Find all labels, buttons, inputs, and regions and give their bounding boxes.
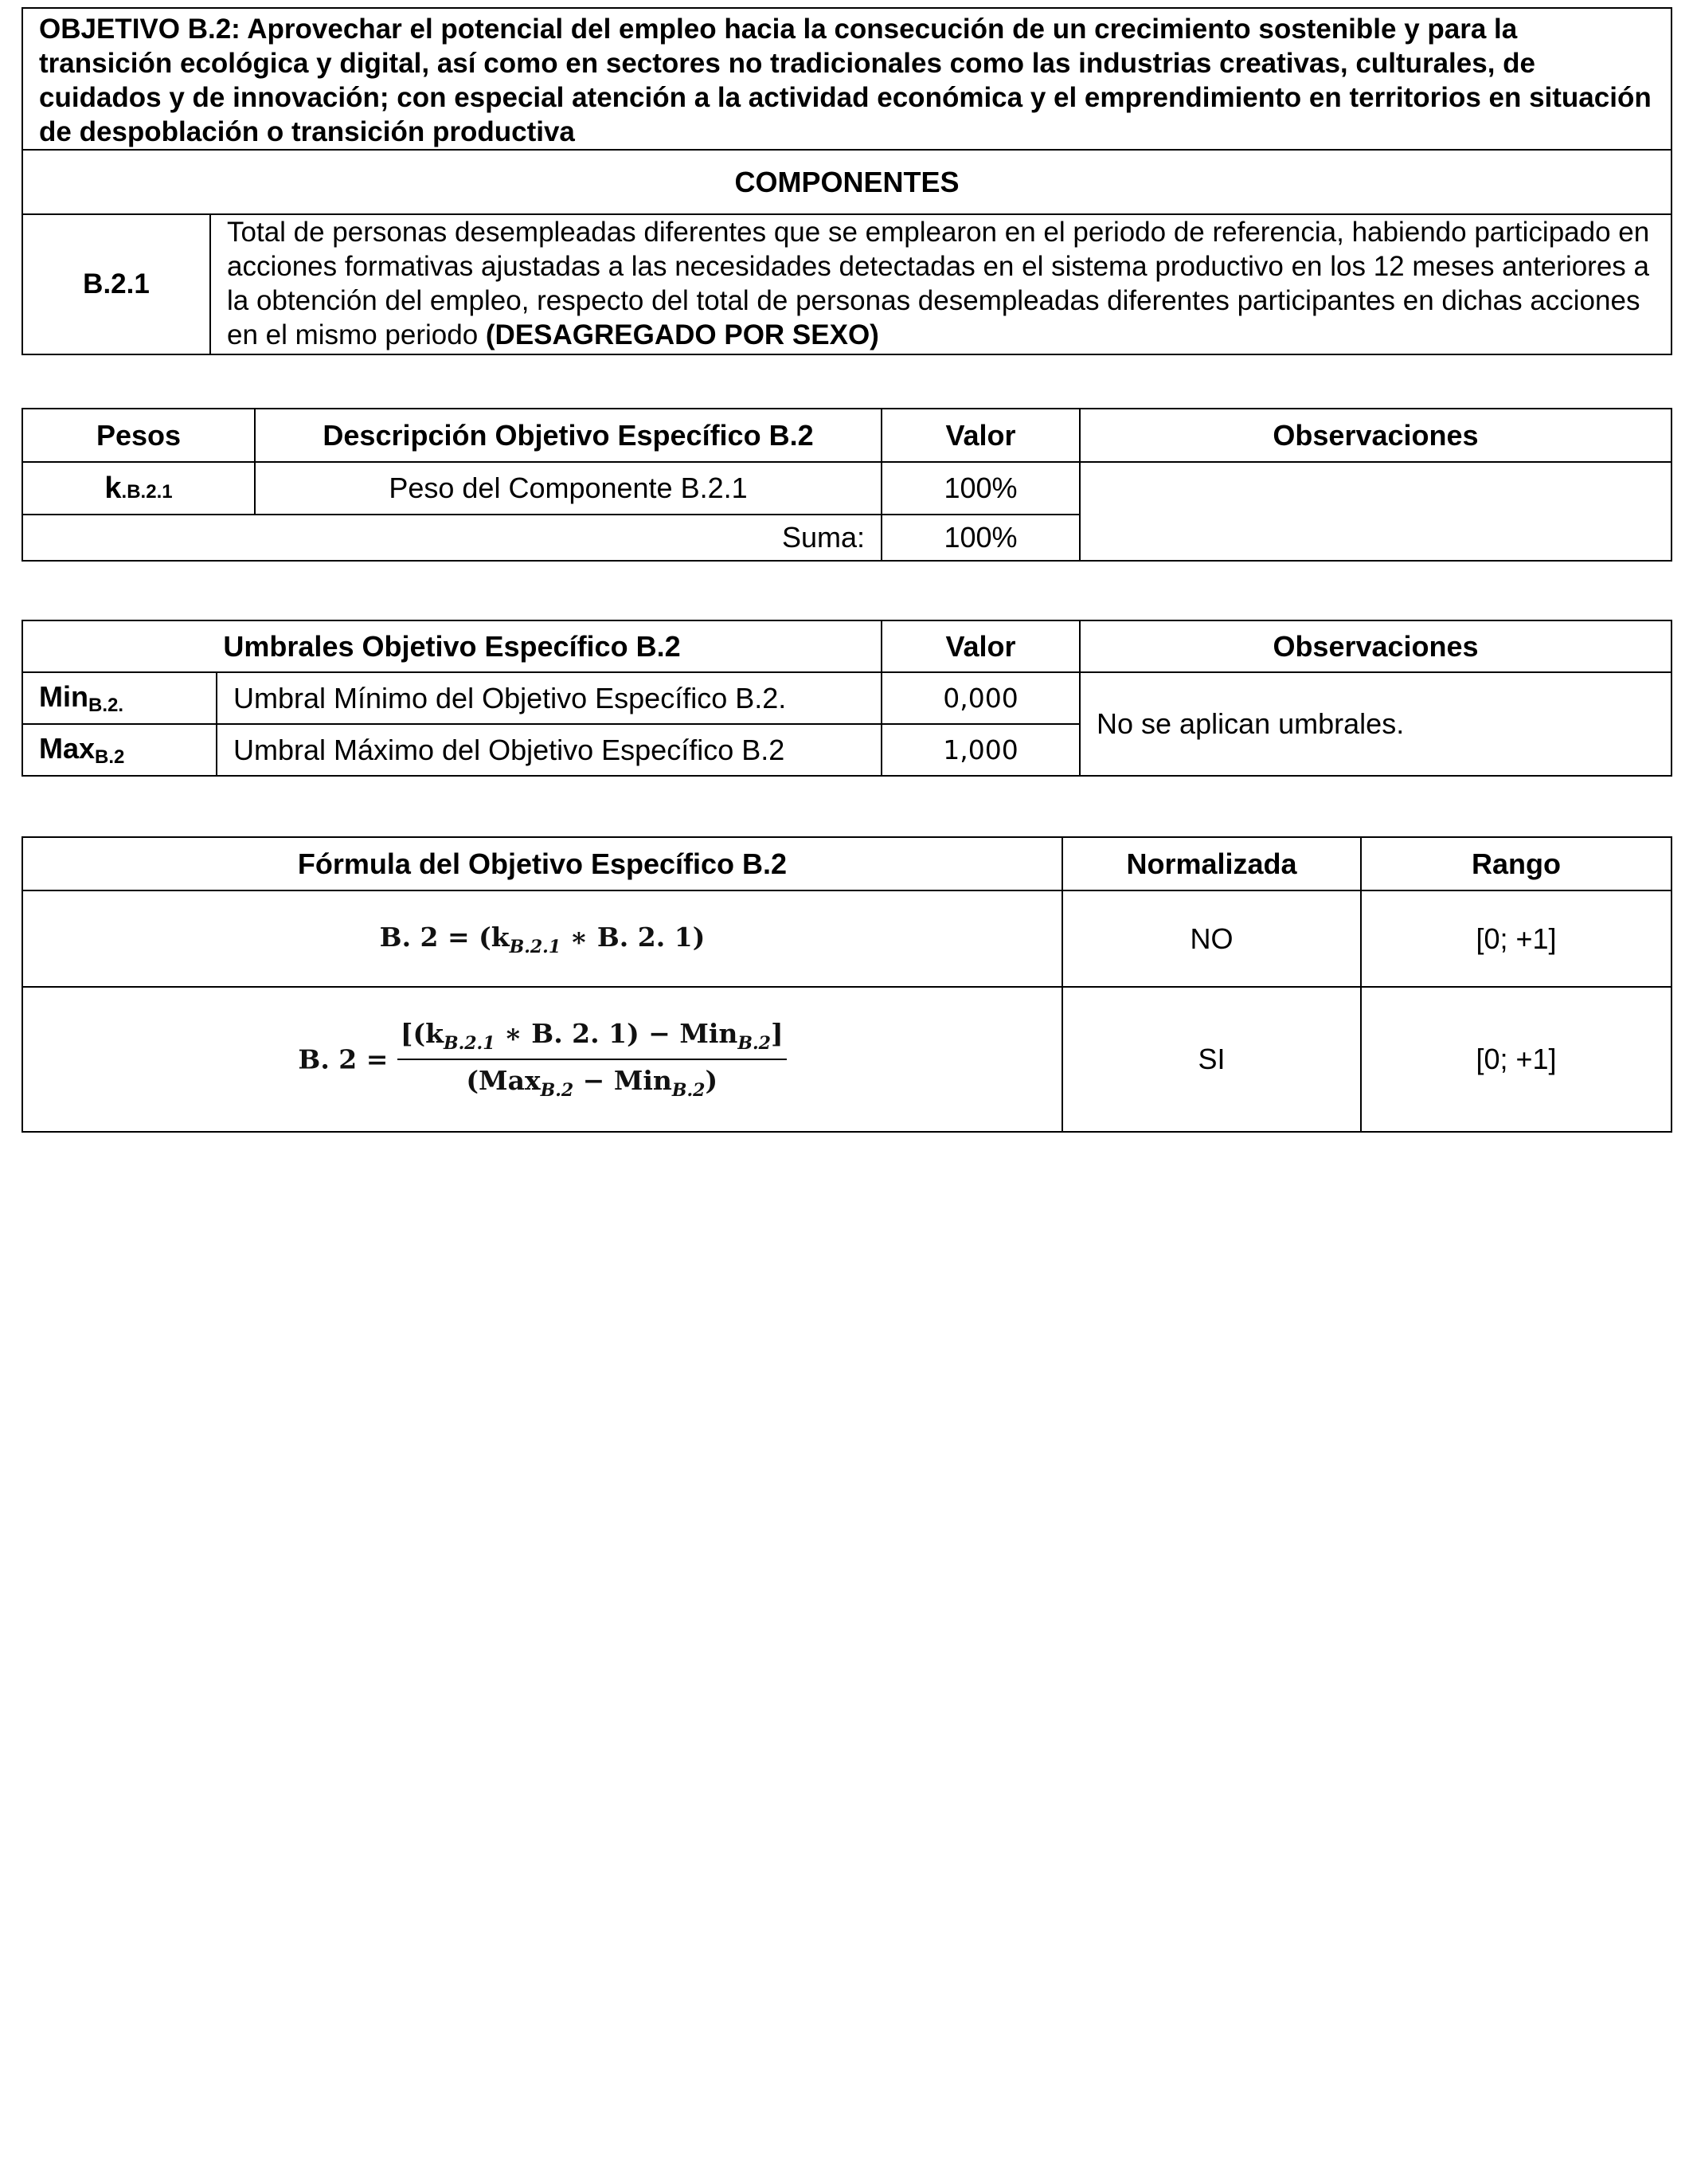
weights-header-observations: Observaciones bbox=[1080, 409, 1671, 462]
weight-label-main: k bbox=[104, 471, 122, 505]
formula-2-num-k-sub: B.2.1 bbox=[444, 1033, 495, 1054]
formula-2-den-max-sub: B.2 bbox=[540, 1080, 574, 1101]
threshold-min-label bbox=[22, 672, 217, 724]
threshold-min-description: Umbral Mínimo del Objetivo Específico B.2. bbox=[217, 672, 882, 724]
threshold-row-min bbox=[22, 672, 1671, 724]
formula-2-den-a: (Max bbox=[466, 1065, 541, 1096]
threshold-max-label bbox=[22, 724, 217, 776]
formulas-header-range: Rango bbox=[1361, 837, 1671, 890]
formula-1-rest: ∗ B. 2. 1) bbox=[561, 922, 706, 953]
formula-row-1 bbox=[22, 890, 1671, 987]
formula-2 bbox=[22, 987, 1062, 1132]
thresholds-table bbox=[22, 620, 1672, 777]
weights-table bbox=[22, 408, 1672, 562]
thresholds-header-value: Valor bbox=[882, 620, 1080, 672]
objective-table bbox=[22, 7, 1672, 355]
formula-1-expression bbox=[379, 922, 706, 957]
formula-2-num-a: [(k bbox=[400, 1018, 444, 1049]
weights-header-row bbox=[22, 409, 1671, 462]
formula-2-den-min-sub: B.2 bbox=[671, 1080, 706, 1101]
formulas-header-formula: Fórmula del Objetivo Específico B.2 bbox=[22, 837, 1062, 890]
weights-sum-value: 100% bbox=[882, 515, 1080, 561]
formula-1 bbox=[22, 890, 1062, 987]
thresholds-header-title: Umbrales Objetivo Específico B.2 bbox=[22, 620, 882, 672]
threshold-max-value: 1,000 bbox=[882, 724, 1080, 776]
formula-2-range: [0; +1] bbox=[1361, 987, 1671, 1132]
formula-1-range: [0; +1] bbox=[1361, 890, 1671, 987]
threshold-min-label-sub: B.2. bbox=[88, 694, 123, 716]
weights-header-description: Descripción Objetivo Específico B.2 bbox=[255, 409, 882, 462]
formula-1-normalized: NO bbox=[1062, 890, 1361, 987]
weights-header-pesos: Pesos bbox=[22, 409, 255, 462]
formula-2-expression bbox=[298, 1018, 786, 1101]
formula-2-lhs: B. 2 = bbox=[298, 1043, 389, 1075]
components-header: COMPONENTES bbox=[22, 150, 1671, 214]
weight-label-sub: .B.2.1 bbox=[121, 480, 173, 503]
component-description-text: Total de personas desempleadas diferentes que se emplearon en el periodo de referencia, habiendo participado en acciones formativas ajustadas a las necesidades detectadas en el sistema productivo en los 12 meses anteriores a la obtención del empleo, respecto del total de personas desempleadas diferentes participantes en dichas acciones en el mismo periodo bbox=[227, 217, 1650, 350]
threshold-min-label-main: Min bbox=[39, 679, 88, 713]
weight-description: Peso del Componente B.2.1 bbox=[255, 462, 882, 515]
formula-2-den-b: − Min bbox=[573, 1065, 672, 1096]
formula-2-den-c: ) bbox=[705, 1065, 718, 1096]
formulas-table bbox=[22, 836, 1672, 1133]
threshold-max-description: Umbral Máximo del Objetivo Específico B.2 bbox=[217, 724, 882, 776]
formula-1-lhs: B. 2 = (k bbox=[379, 922, 510, 953]
formula-2-normalized: SI bbox=[1062, 987, 1361, 1132]
thresholds-observation: No se aplican umbrales. bbox=[1080, 672, 1671, 776]
component-description bbox=[210, 214, 1671, 354]
weights-header-value: Valor bbox=[882, 409, 1080, 462]
formula-2-num-min-sub: B.2 bbox=[737, 1033, 771, 1054]
formula-2-num-b: ∗ B. 2. 1) − Min bbox=[495, 1018, 738, 1049]
formulas-header-normalized: Normalizada bbox=[1062, 837, 1361, 890]
thresholds-header-observations: Observaciones bbox=[1080, 620, 1671, 672]
weights-sum-label: Suma: bbox=[22, 515, 882, 561]
formula-2-numerator bbox=[397, 1018, 787, 1060]
component-description-bold: (DESAGREGADO POR SEXO) bbox=[485, 319, 879, 350]
weights-observations-cell bbox=[1080, 462, 1671, 561]
formula-2-num-c: ] bbox=[770, 1018, 784, 1049]
threshold-max-label-sub: B.2 bbox=[95, 746, 125, 768]
weight-value: 100% bbox=[882, 462, 1080, 515]
weight-label bbox=[22, 462, 255, 515]
formula-row-2 bbox=[22, 987, 1671, 1132]
formula-2-fraction bbox=[397, 1018, 787, 1101]
threshold-min-value: 0,000 bbox=[882, 672, 1080, 724]
component-code: B.2.1 bbox=[22, 214, 210, 354]
threshold-max-label-main: Max bbox=[39, 731, 96, 765]
objective-title: OBJETIVO B.2: Aprovechar el potencial del empleo hacia la consecución de un crecimiento sostenible y para la transición ecológica y digital, así como en sectores no tradicionales como las industrias creativas, culturales, de cuidados y de innovación; con especial atención a la actividad económica y el emprendimiento en territorios en situación de despoblación o transición productiva bbox=[22, 8, 1671, 150]
formula-1-k-sub: B.2.1 bbox=[509, 937, 561, 957]
formula-2-denominator bbox=[463, 1060, 721, 1101]
